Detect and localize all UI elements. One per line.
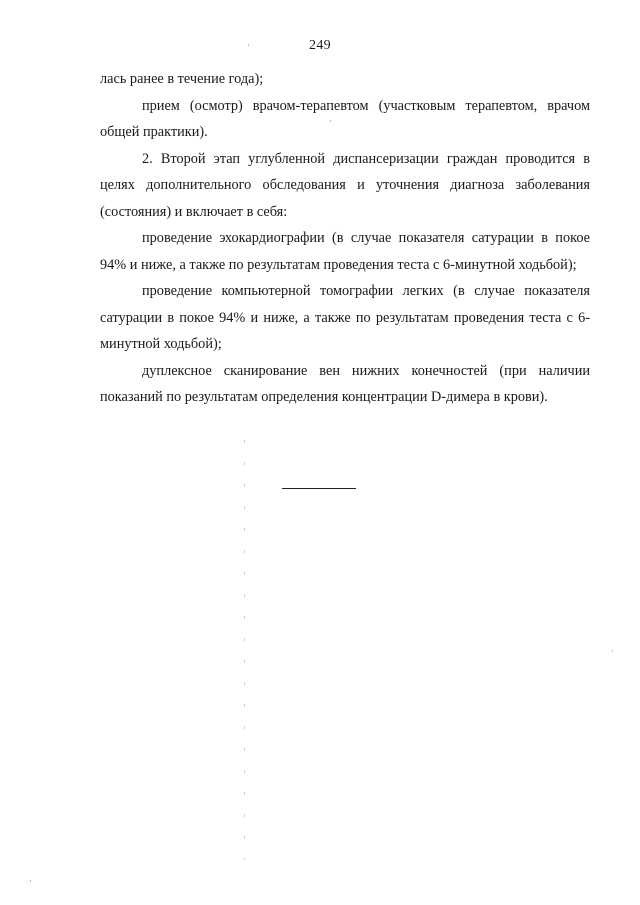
end-divider-line [282,488,356,489]
paragraph-second-stage: 2. Второй этап углубленной диспансеризации граждан проводится в целях дополнительного обследования и уточнения диагноза заболевания (состояния) и включает в себя: [100,150,590,220]
paragraph-therapist-exam: прием (осмотр) врачом-терапевтом (участковым терапевтом, врачом общей практики). [100,97,590,140]
scan-speck [330,120,331,122]
paragraph-duplex-scanning: дуплексное сканирование вен нижних конечностей (при наличии показаний по результатам определения концентрации D-димера в крови). [100,362,590,405]
scan-fold-artifact [244,440,245,860]
page-number: 249 [309,38,331,53]
scan-speck [248,44,249,46]
document-body [100,66,590,411]
scan-speck [30,880,31,882]
paragraph-continuation: лась ранее в течение года); [100,71,264,87]
paragraph-echocardiography: проведение эхокардиографии (в случае показателя сатурации в покое 94% и ниже, а также по результатам проведения теста с 6-минутной ходьбой); [100,230,590,273]
scan-speck [612,650,613,652]
paragraph-ct-lungs: проведение компьютерной томографии легких (в случае показателя сатурации в покое 94% и ниже, а также по результатам проведения теста с 6-минутной ходьбой); [100,283,590,352]
